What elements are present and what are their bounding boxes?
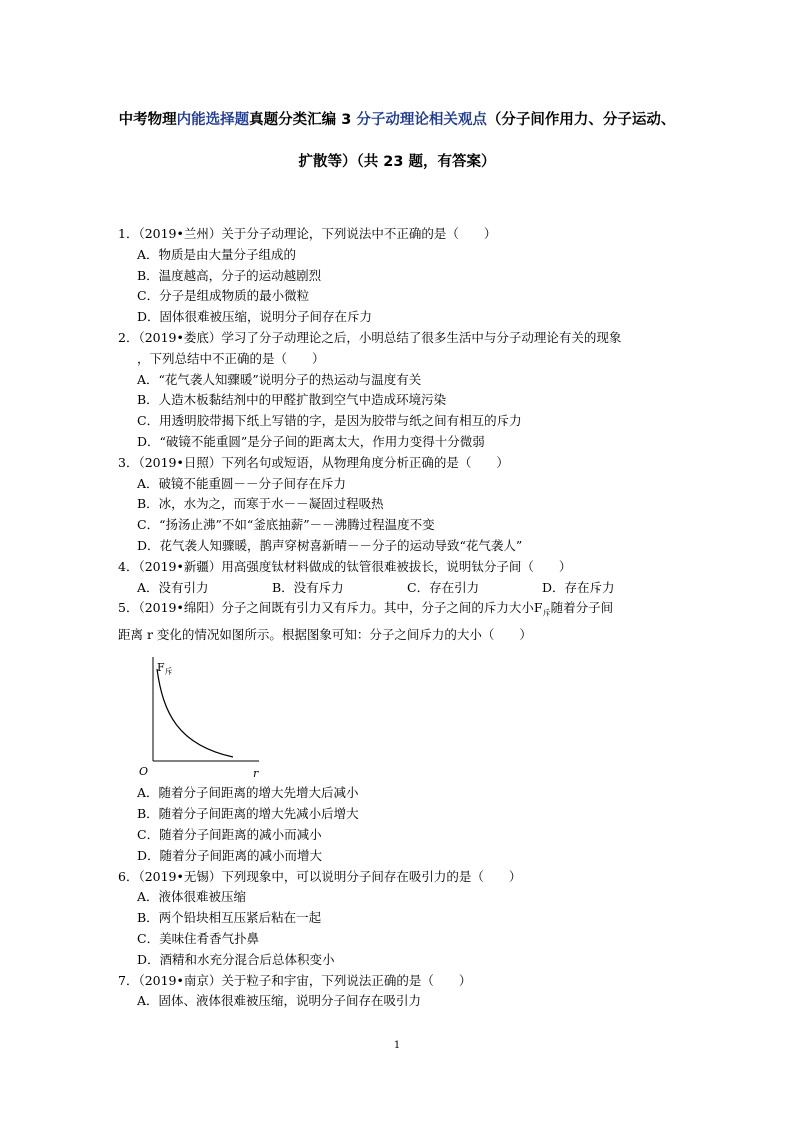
question-2-stem-cont: ，下列总结中不正确的是（ ） — [137, 350, 325, 366]
repulsion-curve — [157, 669, 233, 757]
question-3-stem: 3．（2019•日照）下列名句或短语，从物理角度分析正确的是（ ） — [118, 454, 509, 470]
question-3-option-c: C．“扬汤止沸”不如“釜底抽薪”－－沸腾过程温度不变 — [137, 517, 435, 533]
title-highlight-1: 内能选择题 — [176, 112, 250, 128]
question-2-option-d: D．“破镜不能重圆”是分子间的距离太大，作用力变得十分微弱 — [137, 433, 485, 449]
question-4-stem: 4．（2019•新疆）用高强度钛材料做成的钛管很难被拔长，说明钛分子间（ ） — [118, 558, 572, 574]
question-5-option-d: D．随着分子间距离的减小而增大 — [137, 847, 323, 863]
question-5-stem-cont: 距离 r 变化的情况如图所示。根据图象可知：分子之间斥力的大小（ ） — [118, 626, 532, 642]
graph-x-label: r — [253, 767, 259, 781]
question-7-stem: 7．（2019•南京）关于粒子和宇宙，下列说法正确的是（ ） — [118, 972, 472, 988]
graph-origin-label: O — [139, 765, 149, 779]
question-1-option-d: D．固体很难被压缩，说明分子间存在斥力 — [137, 309, 373, 325]
question-2-stem: 2．（2019•娄底）学习了分子动理论之后，小明总结了很多生活中与分子动理论有关的现象 — [118, 329, 622, 345]
question-7-option-a: A．固体、液体很难被压缩，说明分子间存在吸引力 — [137, 993, 422, 1009]
question-6-option-c: C．美味住肴香气扑鼻 — [137, 931, 260, 947]
question-3-option-d: D．花气袭人知骤暖，鹊声穿树喜新晴－－分子的运动导致“花气袭人” — [137, 537, 523, 553]
title-part-2: 真题分类汇编 3 — [249, 112, 357, 128]
title-part-1: 中考物理 — [118, 112, 177, 128]
question-3-option-a: A．破镜不能重圆－－分子间存在斥力 — [137, 475, 347, 491]
question-5-option-b: B．随着分子间距离的增大先减小后增大 — [137, 806, 359, 822]
question-5-stem-part-1: 5．（2019•绵阳）分子之间既有引力又有斥力。其中，分子之间的斥力大小F — [118, 600, 543, 616]
graph-y-label: $F_斥$ — [157, 661, 173, 677]
question-5-stem — [118, 598, 678, 624]
question-list — [118, 224, 678, 1012]
question-4-options — [118, 578, 678, 599]
document-title-line2: 扩散等）（共 23 题，有答案） — [298, 154, 496, 170]
question-6-option-d: D．酒精和水充分混合后总体积变小 — [137, 951, 335, 967]
question-3-option-b: B．冰，水为之，而寒于水－－凝固过程吸热 — [137, 496, 384, 512]
document-title-line1 — [0, 108, 794, 129]
question-5-option-a: A．随着分子间距离的增大先增大后减小 — [137, 785, 359, 801]
question-2-option-b: B．人造木板黏结剂中的甲醛扩散到空气中造成环境污染 — [137, 392, 447, 408]
question-1-option-a: A．物质是由大量分子组成的 — [137, 246, 297, 262]
question-2-option-a: A．“花气袭人知骤暖”说明分子的热运动与温度有关 — [137, 371, 422, 387]
question-6-stem: 6．（2019•无锡）下列现象中，可以说明分子间存在吸引力的是（ ） — [118, 868, 522, 884]
question-4-option-b: B．没有斥力 — [272, 579, 344, 595]
question-6-option-b: B．两个铅块相互压紧后粘在一起 — [137, 910, 322, 926]
question-4-option-a: A．没有引力 — [137, 579, 209, 595]
question-4-option-d: D．存在斥力 — [542, 579, 615, 595]
question-2-option-c: C．用透明胶带揭下纸上写错的字，是因为胶带与纸之间有相互的斥力 — [137, 413, 522, 429]
question-5-stem-subscript: 斥 — [542, 608, 551, 618]
question-6-option-a: A．液体很难被压缩 — [137, 889, 247, 905]
question-5-option-c: C．随着分子间距离的减小而减小 — [137, 827, 322, 843]
question-5-stem-part-2: 随着分子间 — [550, 600, 614, 616]
title-part-3: （分子间作用力、分子运动、 — [486, 112, 676, 128]
page-number: 1 — [393, 1040, 401, 1051]
question-1-option-b: B．温度越高，分子的运动越剧烈 — [137, 267, 322, 283]
question-4-option-c: C．存在引力 — [407, 579, 480, 595]
repulsion-force-graph — [133, 653, 263, 783]
question-1-option-c: C．分子是组成物质的最小微粒 — [137, 288, 310, 304]
question-1-stem: 1．（2019•兰州）关于分子动理论，下列说法中不正确的是（ ） — [118, 226, 497, 241]
title-highlight-2: 分子动理论相关观点 — [356, 112, 487, 128]
graph-svg — [133, 653, 263, 783]
